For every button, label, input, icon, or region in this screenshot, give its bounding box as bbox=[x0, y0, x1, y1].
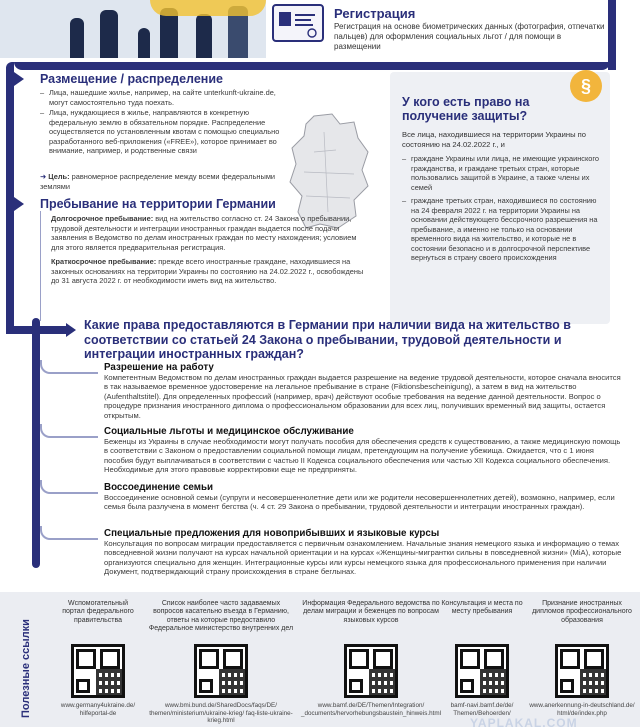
qr-code-icon[interactable] bbox=[455, 644, 509, 698]
arrow-icon bbox=[14, 197, 24, 211]
list-item: – Лица, нуждающиеся в жилье, направляются в конкретную федеральную землю в обязательном порядке. Распределение осуществляется по установленным квотам с помощью специально разработанного веб-приложения («FREE»), которое принимает во внимание, например, и родственные связи bbox=[40, 108, 280, 156]
link-card-bamf[interactable] bbox=[300, 600, 442, 717]
useful-links-text: Полезные ссылки bbox=[20, 619, 32, 718]
placement-goal: ➜ Цель: равномерное распределение между всеми федеральными землями bbox=[40, 172, 276, 191]
item-title: Разрешение на работу bbox=[104, 362, 214, 373]
item-text: Воссоединение основной семьи (супруги и несовершеннолетние дети или же родители несовершеннолетних детей), возможно, например, если семья была разлучена в момент бегства (ч. 4 ст. 29 Закона о пребывании, трудовой деятельности и интеграции иностранных граждан). bbox=[104, 493, 615, 512]
stay-long-term bbox=[51, 214, 366, 252]
item-title: Воссоединение семьи bbox=[104, 482, 214, 493]
useful-links-label bbox=[20, 600, 36, 720]
rights-item-family bbox=[104, 482, 624, 512]
link-card-recognition[interactable] bbox=[528, 600, 636, 717]
item-text: Консультация по вопросам миграции предоставляется с первичным ознакомлением. Начальные знания немецкого языка и информацию о темах повседневной жизни получают на курсах начальной ориентации и на курсах «Женщины-мигрантки сильны в повседневной жизни» (MiA), которые организуются специально для женщин. Интеграционные курсы или курсы немецкого языка для профессионального применения при наличии Документ, подтверждающий страну происхождения в стране беглынах. bbox=[104, 539, 622, 577]
list-item: – Лица, нашедшие жилье, например, на сайте unterkunft-ukraine.de, могут самостоятельно туда поехать. bbox=[40, 88, 280, 107]
placement-list bbox=[40, 88, 280, 157]
registration-title: Регистрация bbox=[334, 6, 416, 21]
connector bbox=[40, 480, 98, 494]
qr-code-icon[interactable] bbox=[344, 644, 398, 698]
rights-item-courses bbox=[104, 528, 624, 577]
item-text: Компетентным Ведомством по делам иностранных граждан выдается разрешение на ведение трудовой деятельности, которое сначала вносится в так называемое временное удостоверение на легальное пребывание в стране (Fiktionsbescheinigung), а затем в вид на жительство (Aufenthaltstitel). Для определенных профессий (например, врач) действуют особые требования на ведение данной деятельности. Вопрос о процедуре признания иностранного диплома о профессиональном образовании для всех лиц, получивших временный вид защиты, остается открытым. bbox=[104, 373, 621, 420]
flow-rail-right bbox=[608, 0, 616, 70]
registration-text: Регистрация на основе биометрических данных (фотография, отпечатки пальцев) для оформления социальных льгот / для помощи в размещении bbox=[334, 22, 605, 51]
connector bbox=[40, 526, 98, 540]
arrow-icon bbox=[14, 72, 24, 86]
protection-intro: Все лица, находившиеся на территории Украины по состоянию на 24.02.2022 г., и bbox=[402, 130, 586, 149]
rights-rail bbox=[32, 318, 40, 568]
goal-label: Цель: bbox=[48, 172, 70, 181]
link-card-portal[interactable] bbox=[56, 600, 140, 717]
item-title: Социальные льготы и медицинское обслуживание bbox=[104, 426, 354, 437]
stay-section bbox=[40, 211, 366, 321]
link-title: Консультация и места по месту пребывания bbox=[441, 600, 523, 616]
id-card-icon bbox=[272, 4, 324, 42]
paragraph-icon: § bbox=[570, 70, 602, 102]
placement-title: Размещение / распределение bbox=[40, 72, 223, 86]
short-label: Краткосрочное пребывание: bbox=[51, 257, 157, 266]
stay-short-term bbox=[51, 257, 366, 286]
arrow-icon bbox=[66, 323, 76, 337]
link-card-faq[interactable] bbox=[146, 600, 296, 725]
item-text: Беженцы из Украины в случае необходимости могут получать пособия для обеспечения средств к существованию, а также медицинскую помощь в соответствии с Законом о предоставлении социальной помощи лицам, претендующим на получение убежища. Ожидается, что с 1 июня пособия будут выплачиваться в соответствии с частью II Кодекса социального обеспечения или частью XII Кодекса социального обеспечения. Необходимые для этого правовые корректировки еще не предприняты. bbox=[104, 437, 621, 475]
watermark: YAPLAKAL.COM bbox=[470, 716, 578, 727]
link-url[interactable]: www.bamf.de/DE/Themen/Integration/ _documents/hervorhebungsbaustein_hinweis.html bbox=[300, 702, 442, 717]
link-title: Список наиболее часто задаваемых вопросов касательно въезда в Германию, ответы на которые предоставило Федеральное министерство внутренних дел bbox=[148, 600, 294, 633]
rights-title: Какие права предоставляются в Германии при наличии вида на жительство в соответствии со статьей 24 Закона о пребывании, трудовой деятельности и интеграции иностранных граждан? bbox=[84, 318, 571, 361]
link-url[interactable]: www.bmi.bund.de/SharedDocs/faqs/DE/ themen/ministerium/ukraine-krieg/ faq-liste-ukraine-krieg.html bbox=[149, 702, 293, 725]
link-url[interactable]: bamf-navi.bamf.de/de/ Themen/Behoerden/ bbox=[450, 702, 514, 717]
flow-rail-left bbox=[6, 62, 14, 332]
rights-item-social bbox=[104, 426, 624, 475]
flow-rail-top bbox=[14, 62, 610, 70]
protection-title: У кого есть право на получение защиты? bbox=[402, 95, 530, 123]
connector bbox=[40, 424, 98, 438]
refugees-photo bbox=[0, 0, 266, 58]
qr-code-icon[interactable] bbox=[194, 644, 248, 698]
link-title: Информация Федерального ведомства по делам миграции и беженцев по вопросам языковых курсов bbox=[302, 600, 440, 624]
connector bbox=[40, 360, 98, 374]
list-item: – граждане третьих стран, находившиеся по состоянию на 24 февраля 2022 г. на территории Украины на основании действующего бессрочного разрешения на пребывание, а именно не только на основании временного вида на жительство, и которые не в состоянии безопасно и в долгосрочной перспективе вернуться в страну своего происхождения bbox=[402, 196, 602, 263]
stay-title: Пребывание на территории Германии bbox=[40, 197, 276, 211]
link-title: Признание иностранных дипломов профессионального образования bbox=[532, 600, 632, 624]
long-label: Долгосрочное пребывание: bbox=[51, 214, 154, 223]
qr-code-icon[interactable] bbox=[71, 644, 125, 698]
list-item: – граждане Украины или лица, не имеющие украинского гражданства, и граждане третьих стран, которые пользовались защитой в Украине, а также члены их семей bbox=[402, 154, 602, 192]
rights-item-work bbox=[104, 362, 624, 420]
goal-text: равномерное распределение между всеми федеральными землями bbox=[40, 172, 276, 191]
link-url[interactable]: www.anerkennung-in-deutschland.de/ html/de/index.php bbox=[529, 702, 635, 717]
long-text: вид на жительство согласно ст. 24 Закона о пребывании, трудовой деятельности и интеграции иностранных граждан выдается после подачи заявления в Ведомство по делам иностранных граждан по месту нахождения; условием для этого является предварительная регистрация. bbox=[51, 214, 357, 252]
link-url[interactable]: www.germany4ukraine.de/ hilfeportal-de bbox=[60, 702, 136, 717]
item-title: Специальные предложения для новоприбывших и языковые курсы bbox=[104, 528, 440, 539]
qr-code-icon[interactable] bbox=[555, 644, 609, 698]
link-card-consult[interactable] bbox=[440, 600, 524, 717]
link-title: Wспомогательный портал федерального правительства bbox=[62, 600, 134, 624]
protection-list bbox=[402, 154, 602, 264]
short-text: прежде всего иностранные граждане, находившиеся на законных основаниях на территории Украины по состоянию на 24.02.2022 г., освобождены до 31 августа 2022 г. от необходимости иметь вид на жительство. bbox=[51, 257, 364, 285]
